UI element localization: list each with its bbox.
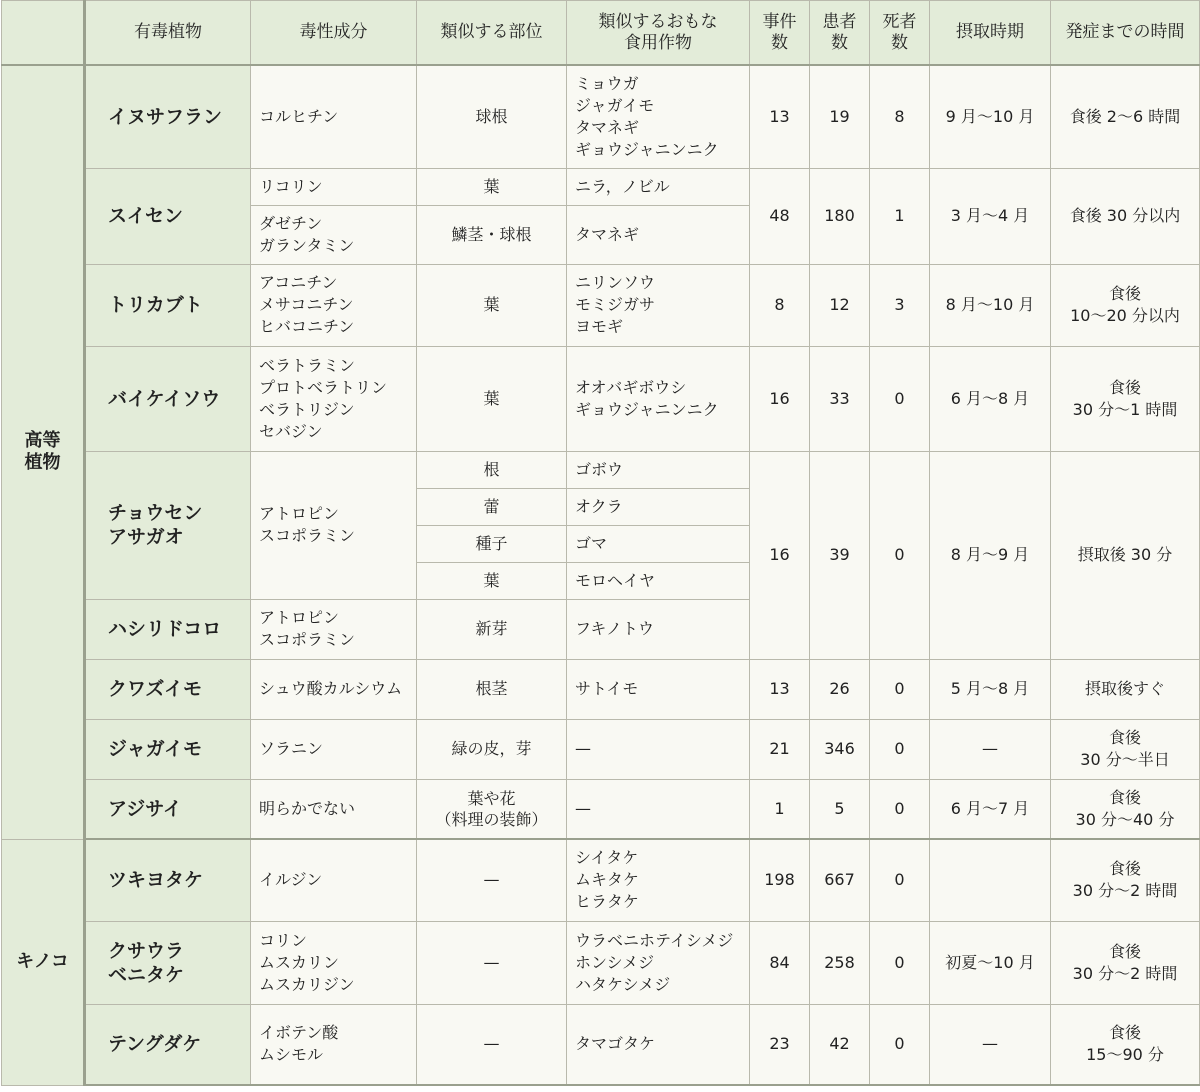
- crops-cell: ゴマ: [567, 525, 750, 562]
- toxin-cell: アトロピン スコポラミン: [251, 599, 417, 659]
- season-cell: 9 月～10 月: [930, 65, 1051, 168]
- plant-name: イヌサフラン: [85, 65, 251, 168]
- part-cell: 緑の皮，芽: [417, 719, 567, 779]
- season-cell: 5 月～8 月: [930, 659, 1051, 719]
- crops-cell: タマネギ: [567, 205, 750, 264]
- crops-cell: —: [567, 779, 750, 839]
- onset-cell: 食後 30 分以内: [1051, 168, 1200, 264]
- plant-name: トリカブト: [85, 264, 251, 346]
- onset-cell: 食後 30 分～1 時間: [1051, 346, 1200, 451]
- crops-cell: —: [567, 719, 750, 779]
- deaths-cell: 0: [870, 839, 930, 921]
- patients-cell: 258: [810, 921, 870, 1004]
- toxin-cell: アコニチン メサコニチン ヒバコニチン: [251, 264, 417, 346]
- plant-name: ハシリドコロ: [85, 599, 251, 659]
- deaths-cell: 0: [870, 346, 930, 451]
- plant-name: チョウセン アサガオ: [85, 451, 251, 599]
- deaths-cell: 8: [870, 65, 930, 168]
- toxin-cell: ベラトラミン プロトベラトリン ベラトリジン セバジン: [251, 346, 417, 451]
- table-row: [2, 779, 1200, 839]
- cases-cell: 198: [750, 839, 810, 921]
- season-cell: [930, 839, 1051, 921]
- season-cell: —: [930, 719, 1051, 779]
- onset-cell: 食後 30 分～半日: [1051, 719, 1200, 779]
- season-cell: 8 月～9 月: [930, 451, 1051, 659]
- deaths-cell: 0: [870, 779, 930, 839]
- header-toxin: 毒性成分: [251, 1, 417, 66]
- deaths-cell: 1: [870, 168, 930, 264]
- onset-cell: 食後 30 分～2 時間: [1051, 839, 1200, 921]
- patients-cell: 667: [810, 839, 870, 921]
- part-cell: 葉: [417, 168, 567, 205]
- deaths-cell: 0: [870, 921, 930, 1004]
- cases-cell: 13: [750, 65, 810, 168]
- onset-cell: 摂取後 30 分: [1051, 451, 1200, 659]
- plant-name: バイケイソウ: [85, 346, 251, 451]
- patients-cell: 12: [810, 264, 870, 346]
- table-row: [2, 659, 1200, 719]
- table-row: [2, 65, 1200, 168]
- deaths-cell: 3: [870, 264, 930, 346]
- part-cell: 葉: [417, 562, 567, 599]
- crops-cell: ニリンソウ モミジガサ ヨモギ: [567, 264, 750, 346]
- table-row: [2, 168, 1200, 205]
- plant-name: スイセン: [85, 168, 251, 264]
- part-cell: 葉: [417, 264, 567, 346]
- season-cell: 3 月～4 月: [930, 168, 1051, 264]
- plant-name: アジサイ: [85, 779, 251, 839]
- cases-cell: 13: [750, 659, 810, 719]
- toxin-cell: イボテン酸 ムシモル: [251, 1004, 417, 1085]
- cases-cell: 1: [750, 779, 810, 839]
- cases-cell: 48: [750, 168, 810, 264]
- patients-cell: 5: [810, 779, 870, 839]
- patients-cell: 42: [810, 1004, 870, 1085]
- part-cell: 球根: [417, 65, 567, 168]
- toxin-cell: 明らかでない: [251, 779, 417, 839]
- part-cell: —: [417, 921, 567, 1004]
- crops-cell: タマゴタケ: [567, 1004, 750, 1085]
- header-onset: 発症までの時間: [1051, 1, 1200, 66]
- toxin-cell: コリン ムスカリン ムスカリジン: [251, 921, 417, 1004]
- table-row: [2, 451, 1200, 488]
- patients-cell: 346: [810, 719, 870, 779]
- table-row: [2, 839, 1200, 921]
- header-plant: 有毒植物: [85, 1, 251, 66]
- toxin-cell: アトロピン スコポラミン: [251, 451, 417, 599]
- cases-cell: 16: [750, 346, 810, 451]
- onset-cell: 食後 15～90 分: [1051, 1004, 1200, 1085]
- part-cell: 根: [417, 451, 567, 488]
- plant-name: ツキヨタケ: [85, 839, 251, 921]
- toxin-cell: シュウ酸カルシウム: [251, 659, 417, 719]
- crops-cell: ゴボウ: [567, 451, 750, 488]
- table-row: [2, 346, 1200, 451]
- crops-cell: ミョウガ ジャガイモ タマネギ ギョウジャニンニク: [567, 65, 750, 168]
- patients-cell: 39: [810, 451, 870, 659]
- header-cases: 事件 数: [750, 1, 810, 66]
- deaths-cell: 0: [870, 1004, 930, 1085]
- onset-cell: 食後 10～20 分以内: [1051, 264, 1200, 346]
- toxin-cell: イルジン: [251, 839, 417, 921]
- crops-cell: ウラベニホテイシメジ ホンシメジ ハタケシメジ: [567, 921, 750, 1004]
- toxin-cell: ソラニン: [251, 719, 417, 779]
- deaths-cell: 0: [870, 719, 930, 779]
- header-category: [2, 1, 85, 66]
- part-cell: —: [417, 839, 567, 921]
- table-row: [2, 719, 1200, 779]
- patients-cell: 33: [810, 346, 870, 451]
- part-cell: —: [417, 1004, 567, 1085]
- cases-cell: 16: [750, 451, 810, 659]
- onset-cell: 食後 30 分～40 分: [1051, 779, 1200, 839]
- header-deaths: 死者 数: [870, 1, 930, 66]
- cases-cell: 84: [750, 921, 810, 1004]
- plant-name: クサウラ ベニタケ: [85, 921, 251, 1004]
- plant-name: クワズイモ: [85, 659, 251, 719]
- part-cell: 鱗茎・球根: [417, 205, 567, 264]
- toxin-cell: ダゼチン ガランタミン: [251, 205, 417, 264]
- category-higher-plants: 高等 植物: [2, 65, 85, 839]
- part-cell: 新芽: [417, 599, 567, 659]
- cases-cell: 23: [750, 1004, 810, 1085]
- onset-cell: 食後 2～6 時間: [1051, 65, 1200, 168]
- season-cell: 8 月～10 月: [930, 264, 1051, 346]
- season-cell: 初夏～10 月: [930, 921, 1051, 1004]
- crops-cell: フキノトウ: [567, 599, 750, 659]
- cases-cell: 8: [750, 264, 810, 346]
- header-season: 摂取時期: [930, 1, 1051, 66]
- season-cell: 6 月～7 月: [930, 779, 1051, 839]
- deaths-cell: 0: [870, 659, 930, 719]
- crops-cell: シイタケ ムキタケ ヒラタケ: [567, 839, 750, 921]
- patients-cell: 19: [810, 65, 870, 168]
- plant-name: ジャガイモ: [85, 719, 251, 779]
- season-cell: —: [930, 1004, 1051, 1085]
- deaths-cell: 0: [870, 451, 930, 659]
- table-row: [2, 921, 1200, 1004]
- header-row: [2, 1, 1200, 66]
- crops-cell: オクラ: [567, 488, 750, 525]
- part-cell: 種子: [417, 525, 567, 562]
- crops-cell: モロヘイヤ: [567, 562, 750, 599]
- part-cell: 根茎: [417, 659, 567, 719]
- crops-cell: オオバギボウシ ギョウジャニンニク: [567, 346, 750, 451]
- patients-cell: 26: [810, 659, 870, 719]
- category-mushrooms: キノコ: [2, 839, 85, 1085]
- toxin-cell: コルヒチン: [251, 65, 417, 168]
- part-cell: 葉: [417, 346, 567, 451]
- onset-cell: 摂取後すぐ: [1051, 659, 1200, 719]
- onset-cell: 食後 30 分～2 時間: [1051, 921, 1200, 1004]
- table-row: [2, 1004, 1200, 1085]
- header-crops: 類似するおもな 食用作物: [567, 1, 750, 66]
- crops-cell: ニラ，ノビル: [567, 168, 750, 205]
- toxin-cell: リコリン: [251, 168, 417, 205]
- season-cell: 6 月～8 月: [930, 346, 1051, 451]
- crops-cell: サトイモ: [567, 659, 750, 719]
- patients-cell: 180: [810, 168, 870, 264]
- header-part: 類似する部位: [417, 1, 567, 66]
- table-row: [2, 264, 1200, 346]
- poisonous-plants-table: [1, 0, 1200, 1086]
- header-patients: 患者 数: [810, 1, 870, 66]
- part-cell: 葉や花 （料理の装飾）: [417, 779, 567, 839]
- plant-name: テングダケ: [85, 1004, 251, 1085]
- cases-cell: 21: [750, 719, 810, 779]
- part-cell: 蕾: [417, 488, 567, 525]
